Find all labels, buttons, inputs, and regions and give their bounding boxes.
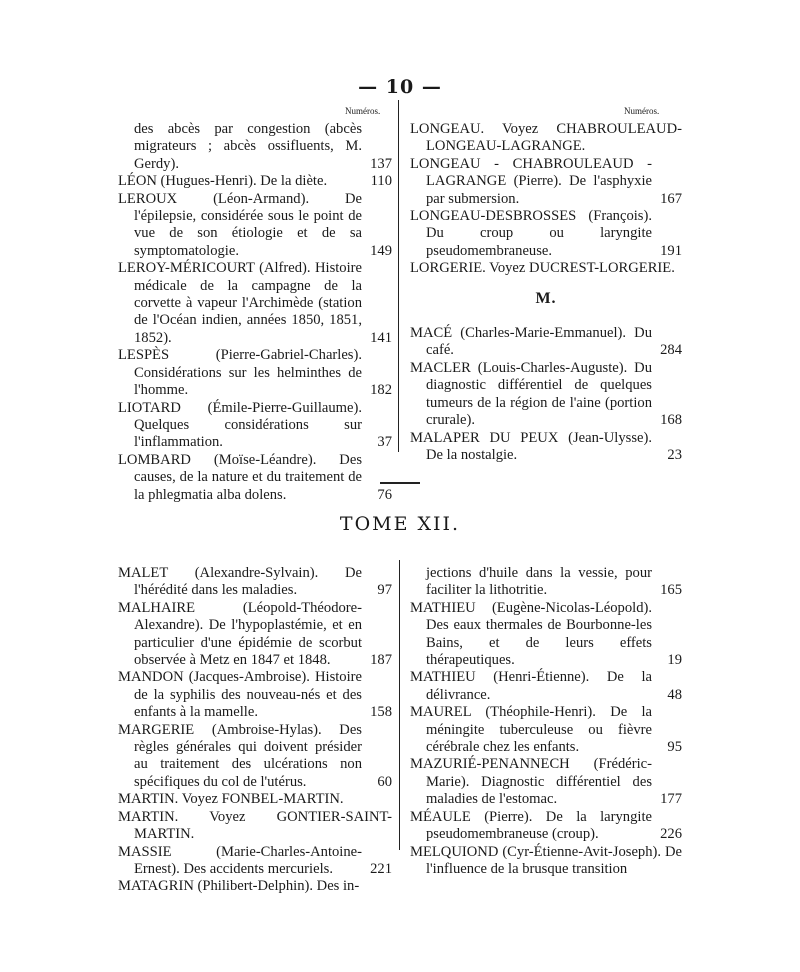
entry-text: LONGEAU - CHABROULEAUD - LAGRANGE (Pierre). De l'asphyxie par submersion. [410,155,652,207]
index-entry [118,565,392,600]
entry-text: MAUREL (Théophile-Henri). De la méningite tuberculeuse ou fièvre cérébrale chez les enfants. [410,704,652,756]
entry-number: 221 [366,861,392,878]
entry-number: 60 [373,774,392,791]
index-entry [410,156,682,208]
index-entry [118,844,392,879]
entry-number: 37 [373,434,392,451]
index-entry [118,669,392,721]
index-entry [118,878,392,895]
index-entry [118,400,392,452]
entry-text: MAZURIÉ-PENANNECH (Frédéric-Marie). Diagnostic différentiel des maladies de l'estomac. [410,756,652,808]
entry-text: MATAGRIN (Philibert-Delphin). Des in- [118,878,360,895]
entry-text: MACLER (Louis-Charles-Auguste). Du diagnostic différentiel de quelques tumeurs de la région de l'aine (portion crurale). [410,359,652,429]
entry-text: MASSIE (Marie-Charles-Antoine-Ernest). Des accidents mercuriels. [118,843,362,877]
entry-number: 177 [656,791,682,808]
page-number: — 10 — [358,76,442,98]
index-entry [118,191,392,261]
entry-text: MALHAIRE (Léopold-Théodore-Alexandre). De l'hypoplastémie, et en particulier d'une épidémie de scorbut observée à Metz en 1847 et 1848. [118,599,362,669]
entry-text: MARGERIE (Ambroise-Hylas). Des règles générales qui doivent présider au traitement des ulcérations non spécifiques du col de l'utérus. [118,721,362,790]
index-entry [118,260,392,347]
index-entry [410,360,682,430]
entry-text: MALET (Alexandre-Sylvain). De l'hérédité dans les maladies. [118,565,362,599]
index-entry [410,260,682,277]
index-entry [118,722,392,792]
bottom-left-column [118,565,392,896]
entry-number: 182 [366,382,392,399]
index-entry [118,347,392,399]
entry-number: 167 [656,191,682,208]
entry-number: 158 [366,704,392,721]
entry-text: MÉAULE (Pierre). De la laryngite pseudomembraneuse (croup). [410,808,652,843]
entry-text: LORGERIE. Voyez DUCREST-LORGERIE. [410,260,675,277]
section-rule [380,482,420,484]
entry-number: 165 [656,582,682,599]
bottom-right-column [410,565,682,878]
entry-text: MANDON (Jacques-Ambroise). Histoire de la syphilis des nouveau-nés et des enfants à la mamelle. [118,669,362,721]
index-entry [410,565,682,600]
entry-text: MARTIN. Voyez GONTIER-SAINT-MARTIN. [118,808,392,843]
index-entry [410,600,682,670]
entry-number: 141 [366,330,392,347]
column-heading-left: Numéros. [345,106,381,116]
entry-text: MARTIN. Voyez FONBEL-MARTIN. [118,791,344,808]
entry-text: LÉON (Hugues-Henri). De la diète. [118,173,328,190]
column-divider-bottom [399,560,400,850]
top-right-column [410,121,682,464]
entry-text: MALAPER DU PEUX (Jean-Ulysse). De la nostalgie. [410,429,652,463]
entry-number: 110 [367,173,392,190]
entry-text: LEROY-MÉRICOURT (Alfred). Histoire médicale de la campagne de la corvette à vapeur l'Archimède (station de l'Océan indien, années 1850, 1851, 1852). [118,260,362,346]
index-entry [410,756,682,808]
entry-text: MATHIEU (Henri-Étienne). De la délivrance. [410,669,652,703]
column-heading-right: Numéros. [624,106,660,116]
entry-text: LEROUX (Léon-Armand). De l'épilepsie, considérée sous le point de vue de son étiologie et de sa symptomatologie. [118,190,362,259]
entry-text: MATHIEU (Eugène-Nicolas-Léopold). Des eaux thermales de Bourbonne-les Bains, et de leurs effets thérapeutiques. [410,599,652,669]
index-entry [118,452,392,504]
index-entry [410,809,682,844]
column-divider-top [398,100,399,452]
entry-text: des abcès par congestion (abcès migrateurs ; abcès ossifluents, M. Gerdy). [134,121,362,172]
index-entry [410,844,682,879]
entry-text: LESPÈS (Pierre-Gabriel-Charles). Considérations sur les helminthes de l'homme. [118,347,362,399]
entry-number: 48 [663,687,682,704]
entry-number: 97 [373,582,392,599]
tome-title: TOME XII. [339,513,461,535]
entry-text: LOMBARD (Moïse-Léandre). Des causes, de la nature et du traitement de la phlegmatia alba dolens. [118,451,362,503]
entry-number: 137 [366,156,392,173]
index-entry [410,325,682,360]
entry-text: MELQUIOND (Cyr-Étienne-Avit-Joseph). De l'influence de la brusque transition [410,843,682,877]
index-entry [410,704,682,756]
index-entry [410,430,682,465]
entry-number: 149 [366,243,392,260]
index-entry [118,173,392,190]
index-entry [118,600,392,670]
entry-number: 19 [663,652,682,669]
entry-text: MACÉ (Charles-Marie-Emmanuel). Du café. [410,325,652,359]
entry-number: 226 [656,826,682,843]
index-entry [118,809,392,844]
letter-heading: M. [535,289,557,307]
index-entry [410,208,682,260]
index-entry [410,669,682,704]
index-entry [118,121,392,173]
entry-number: 95 [663,739,682,756]
entry-text: LONGEAU-DESBROSSES (François). Du croup ou laryngite pseudomembraneuse. [410,208,652,259]
entry-number: 76 [373,487,392,504]
entry-number: 191 [656,243,682,260]
index-entry [118,791,392,808]
entry-number: 23 [663,447,682,464]
entry-number: 168 [656,412,682,429]
index-entry [410,121,682,156]
entry-number: 187 [366,652,392,669]
entry-number: 284 [656,342,682,359]
top-left-column [118,121,392,504]
entry-text: LONGEAU. Voyez CHABROULEAUD-LONGEAU-LAGRANGE. [410,121,682,155]
entry-text: jections d'huile dans la vessie, pour faciliter la lithotritie. [426,565,652,599]
entry-text: LIOTARD (Émile-Pierre-Guillaume). Quelques considérations sur l'inflammation. [118,399,362,451]
